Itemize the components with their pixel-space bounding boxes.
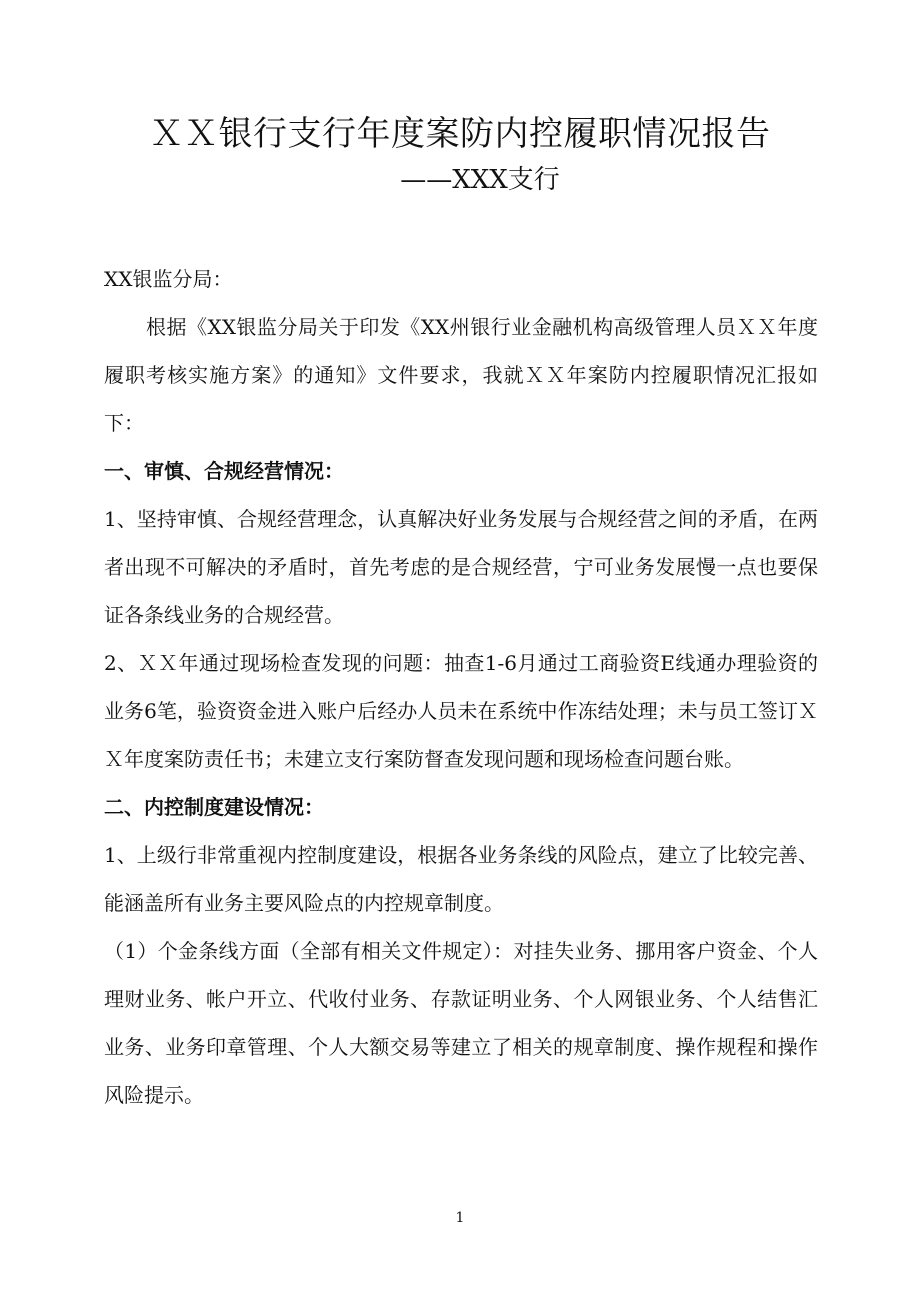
section-2-paragraph-2: （1）个金条线方面（全部有相关文件规定）：对挂失业务、挪用客户资金、个人理财业务、帐户开立、代收付业务、存款证明业务、个人网银业务、个人结售汇业务、业务印章管理、个人大额交易等建立了相关的规章制度、操作规程和操作风险提示。	[104, 939, 818, 1107]
intro-paragraph: 根据《XX银监分局关于印发《XX州银行业金融机构高级管理人员ＸＸ年度履职考核实施方案》的通知》文件要求，我就ＸＸ年案防内控履职情况汇报如下：	[104, 315, 818, 435]
salutation: XX银监分局：	[104, 267, 233, 291]
section-2-paragraph-1: 1、上级行非常重视内控制度建设，根据各业务条线的风险点，建立了比较完善、能涵盖所有业务主要风险点的内控规章制度。	[104, 843, 818, 915]
document-title: ＸＸ银行支行年度案防内控履职情况报告	[149, 114, 771, 154]
section-1-paragraph-1: 1、坚持审慎、合规经营理念，认真解决好业务发展与合规经营之间的矛盾，在两者出现不可解决的矛盾时，首先考虑的是合规经营，宁可业务发展慢一点也要保证各条线业务的合规经营。	[104, 507, 818, 627]
section-1-paragraph-2: 2、ＸＸ年通过现场检查发现的问题：抽查1-6月通过工商验资E线通办理验资的业务6笔，验资资金进入账户后经办人员未在系统中作冻结处理；未与员工签订ＸＸ年度案防责任书；未建立支行案防督查发现问题和现场检查问题台账。	[104, 651, 818, 771]
document-body	[104, 255, 818, 1119]
page-number: 1	[455, 1210, 465, 1226]
section-1-heading: 一、审慎、合规经营情况：	[104, 459, 344, 483]
document-subtitle: ——XXX支行	[400, 165, 560, 195]
section-2-heading: 二、内控制度建设情况：	[104, 795, 324, 819]
